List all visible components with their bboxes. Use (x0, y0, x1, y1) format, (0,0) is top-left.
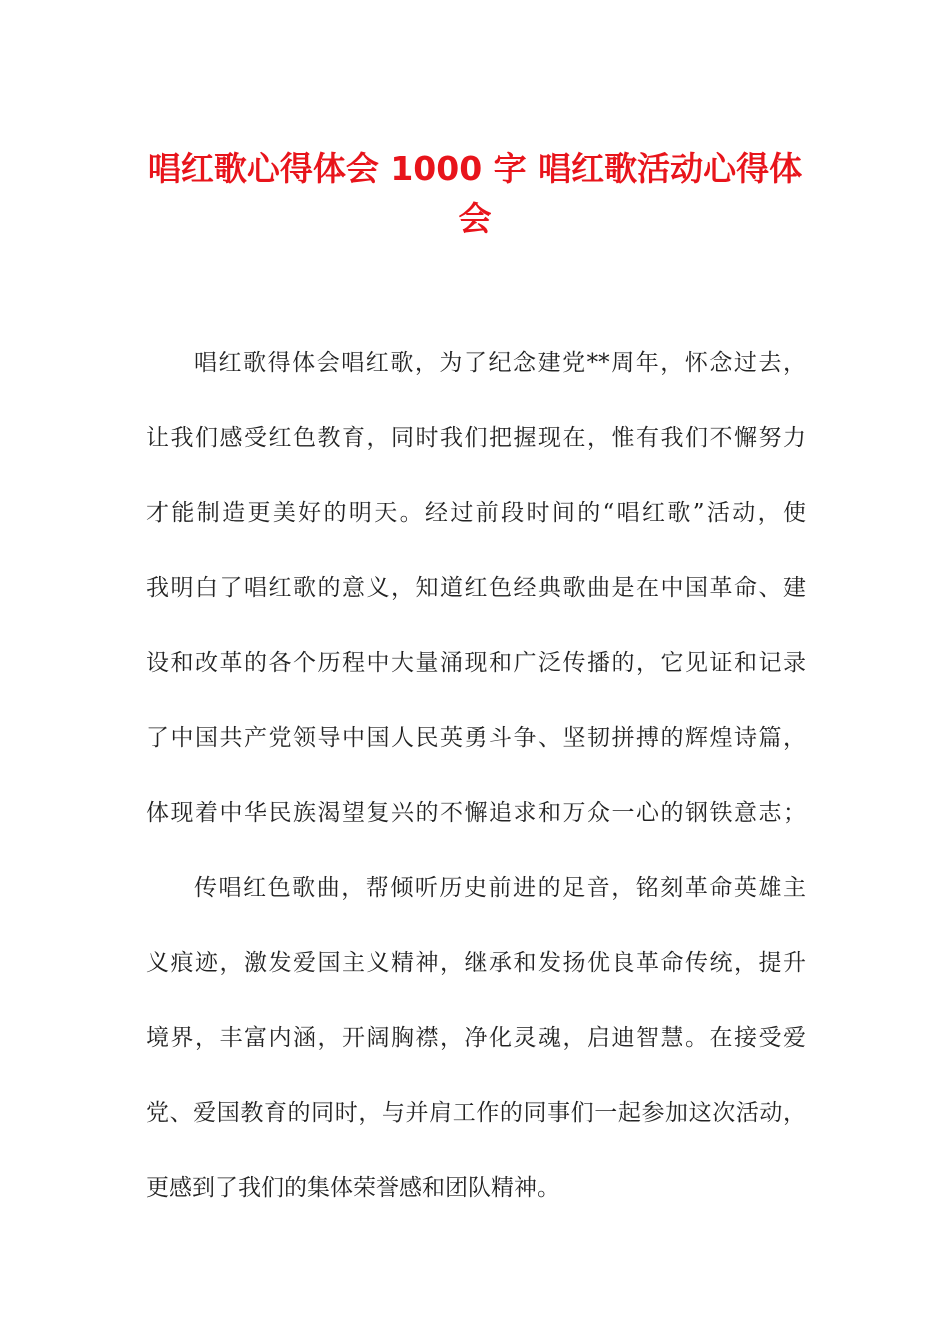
paragraph-line: 才能制造更美好的明天。经过前段时间的“唱红歌”活动，使 (146, 500, 806, 526)
paragraph-line: 唱红歌得体会唱红歌，为了纪念建党**周年，怀念过去， (194, 350, 806, 376)
paragraph-line: 义痕迹，激发爱国主义精神，继承和发扬优良革命传统，提升 (146, 950, 806, 976)
paragraph-1 (146, 326, 806, 851)
paragraph-line: 传唱红色歌曲，帮倾听历史前进的足音，铭刻革命英雄主 (194, 875, 806, 901)
title-line-2: 会 (458, 199, 492, 238)
paragraph-2 (146, 851, 806, 1226)
title-line-1: 唱红歌心得体会 1000 字 唱红歌活动心得体 (147, 149, 803, 188)
paragraph-line: 了中国共产党领导中国人民英勇斗争、坚韧拼搏的辉煌诗篇， (146, 725, 806, 751)
paragraph-line: 设和改革的各个历程中大量涌现和广泛传播的，它见证和记录 (146, 650, 806, 676)
paragraph-line: 让我们感受红色教育，同时我们把握现在，惟有我们不懈努力 (146, 425, 806, 451)
document-title (140, 144, 810, 244)
document-body (146, 326, 806, 1226)
paragraph-line: 更感到了我们的集体荣誉感和团队精神。 (146, 1175, 560, 1201)
paragraph-line: 党、爱国教育的同时，与并肩工作的同事们一起参加这次活动， (146, 1100, 806, 1126)
paragraph-line: 体现着中华民族渴望复兴的不懈追求和万众一心的钢铁意志； (146, 800, 806, 826)
paragraph-line: 境界，丰富内涵，开阔胸襟，净化灵魂，启迪智慧。在接受爱 (146, 1025, 806, 1051)
paragraph-line: 我明白了唱红歌的意义，知道红色经典歌曲是在中国革命、建 (146, 575, 806, 601)
